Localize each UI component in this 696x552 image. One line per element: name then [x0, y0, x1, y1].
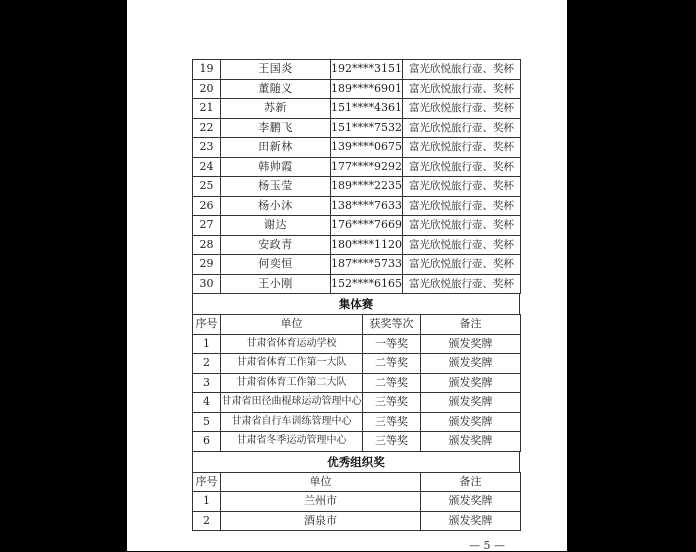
prize-cell: 富光欣悦旅行壶、奖杯 [403, 274, 521, 294]
group-header-level: 获奖等次 [363, 315, 421, 335]
table-row [193, 412, 521, 432]
prize-cell: 富光欣悦旅行壶、奖杯 [403, 138, 521, 158]
table-row [193, 79, 521, 99]
group-table [192, 314, 521, 452]
remark-cell: 颁发奖牌 [421, 334, 521, 354]
award-level: 三等奖 [363, 412, 421, 432]
org-header-remark: 备注 [421, 472, 521, 492]
unit-cell: 甘肃省冬季运动管理中心 [221, 432, 363, 452]
table-row [193, 177, 521, 197]
row-number: 30 [193, 274, 221, 294]
row-number: 28 [193, 235, 221, 255]
org-header-unit: 单位 [221, 472, 421, 492]
row-number: 2 [193, 511, 221, 531]
winner-phone: 151****7532 [331, 118, 403, 138]
row-number: 5 [193, 412, 221, 432]
unit-cell: 甘肃省体育运动学校 [221, 334, 363, 354]
prize-cell: 富光欣悦旅行壶、奖杯 [403, 216, 521, 236]
page-number: — 5 — [469, 539, 505, 552]
remark-cell: 颁发奖牌 [421, 373, 521, 393]
table-row [193, 157, 521, 177]
row-number: 1 [193, 334, 221, 354]
winner-phone: 187****5733 [331, 255, 403, 275]
row-number: 26 [193, 196, 221, 216]
winner-phone: 180****1120 [331, 235, 403, 255]
remark-cell: 颁发奖牌 [421, 432, 521, 452]
winner-name: 杨玉莹 [221, 177, 331, 197]
org-header-no: 序号 [193, 472, 221, 492]
table-row [193, 99, 521, 119]
prize-cell: 富光欣悦旅行壶、奖杯 [403, 255, 521, 275]
prize-cell: 富光欣悦旅行壶、奖杯 [403, 177, 521, 197]
table-row [193, 138, 521, 158]
document-page [127, 0, 567, 551]
table-row [193, 492, 521, 512]
award-level: 三等奖 [363, 393, 421, 413]
award-level: 二等奖 [363, 354, 421, 374]
winner-phone: 139****0675 [331, 138, 403, 158]
winner-name: 王国炎 [221, 60, 331, 80]
award-sheet [192, 59, 520, 531]
group-header-row [193, 315, 521, 335]
row-number: 20 [193, 79, 221, 99]
prize-cell: 富光欣悦旅行壶、奖杯 [403, 157, 521, 177]
group-header-remark: 备注 [421, 315, 521, 335]
group-section-title: 集体赛 [192, 294, 520, 314]
winner-phone: 177****9292 [331, 157, 403, 177]
table-row [193, 432, 521, 452]
table-row [193, 118, 521, 138]
org-section-title: 优秀组织奖 [192, 452, 520, 472]
row-number: 3 [193, 373, 221, 393]
org-header-row [193, 472, 521, 492]
winner-name: 杨小沐 [221, 196, 331, 216]
prize-cell: 富光欣悦旅行壶、奖杯 [403, 235, 521, 255]
remark-cell: 颁发奖牌 [421, 511, 521, 531]
unit-cell: 甘肃省体育工作第一大队 [221, 354, 363, 374]
award-level: 一等奖 [363, 334, 421, 354]
table-row [193, 334, 521, 354]
row-number: 25 [193, 177, 221, 197]
group-header-unit: 单位 [221, 315, 363, 335]
winner-phone: 189****2235 [331, 177, 403, 197]
winner-name: 田新林 [221, 138, 331, 158]
table-row [193, 216, 521, 236]
table-row [193, 235, 521, 255]
winner-name: 王小刚 [221, 274, 331, 294]
unit-cell: 甘肃省自行车训练管理中心 [221, 412, 363, 432]
row-number: 23 [193, 138, 221, 158]
table-row [193, 373, 521, 393]
winner-phone: 189****6901 [331, 79, 403, 99]
table-row [193, 511, 521, 531]
remark-cell: 颁发奖牌 [421, 492, 521, 512]
row-number: 29 [193, 255, 221, 275]
winner-name: 李鹏飞 [221, 118, 331, 138]
row-number: 19 [193, 60, 221, 80]
winner-name: 苏新 [221, 99, 331, 119]
winner-phone: 152****6165 [331, 274, 403, 294]
remark-cell: 颁发奖牌 [421, 393, 521, 413]
row-number: 6 [193, 432, 221, 452]
unit-cell: 兰州市 [221, 492, 421, 512]
unit-cell: 酒泉市 [221, 511, 421, 531]
award-level: 三等奖 [363, 432, 421, 452]
unit-cell: 甘肃省田径曲棍球运动管理中心 [221, 393, 363, 413]
winner-name: 韩帅霞 [221, 157, 331, 177]
winner-name: 董随义 [221, 79, 331, 99]
unit-cell: 甘肃省体育工作第二大队 [221, 373, 363, 393]
row-number: 24 [193, 157, 221, 177]
table-row [193, 60, 521, 80]
row-number: 4 [193, 393, 221, 413]
winner-phone: 192****3151 [331, 60, 403, 80]
table-row [193, 354, 521, 374]
row-number: 1 [193, 492, 221, 512]
row-number: 22 [193, 118, 221, 138]
prize-cell: 富光欣悦旅行壶、奖杯 [403, 79, 521, 99]
group-header-no: 序号 [193, 315, 221, 335]
row-number: 21 [193, 99, 221, 119]
winner-name: 安政青 [221, 235, 331, 255]
award-level: 二等奖 [363, 373, 421, 393]
org-table [192, 472, 521, 532]
prize-cell: 富光欣悦旅行壶、奖杯 [403, 196, 521, 216]
table-row [193, 196, 521, 216]
row-number: 27 [193, 216, 221, 236]
winner-name: 何奕恒 [221, 255, 331, 275]
remark-cell: 颁发奖牌 [421, 354, 521, 374]
prize-cell: 富光欣悦旅行壶、奖杯 [403, 99, 521, 119]
winner-phone: 176****7669 [331, 216, 403, 236]
table-row [193, 255, 521, 275]
prize-cell: 富光欣悦旅行壶、奖杯 [403, 118, 521, 138]
table-row [193, 274, 521, 294]
winner-phone: 138****7633 [331, 196, 403, 216]
winner-name: 谢达 [221, 216, 331, 236]
individual-table [192, 59, 521, 294]
prize-cell: 富光欣悦旅行壶、奖杯 [403, 60, 521, 80]
row-number: 2 [193, 354, 221, 374]
table-row [193, 393, 521, 413]
winner-phone: 151****4361 [331, 99, 403, 119]
remark-cell: 颁发奖牌 [421, 412, 521, 432]
